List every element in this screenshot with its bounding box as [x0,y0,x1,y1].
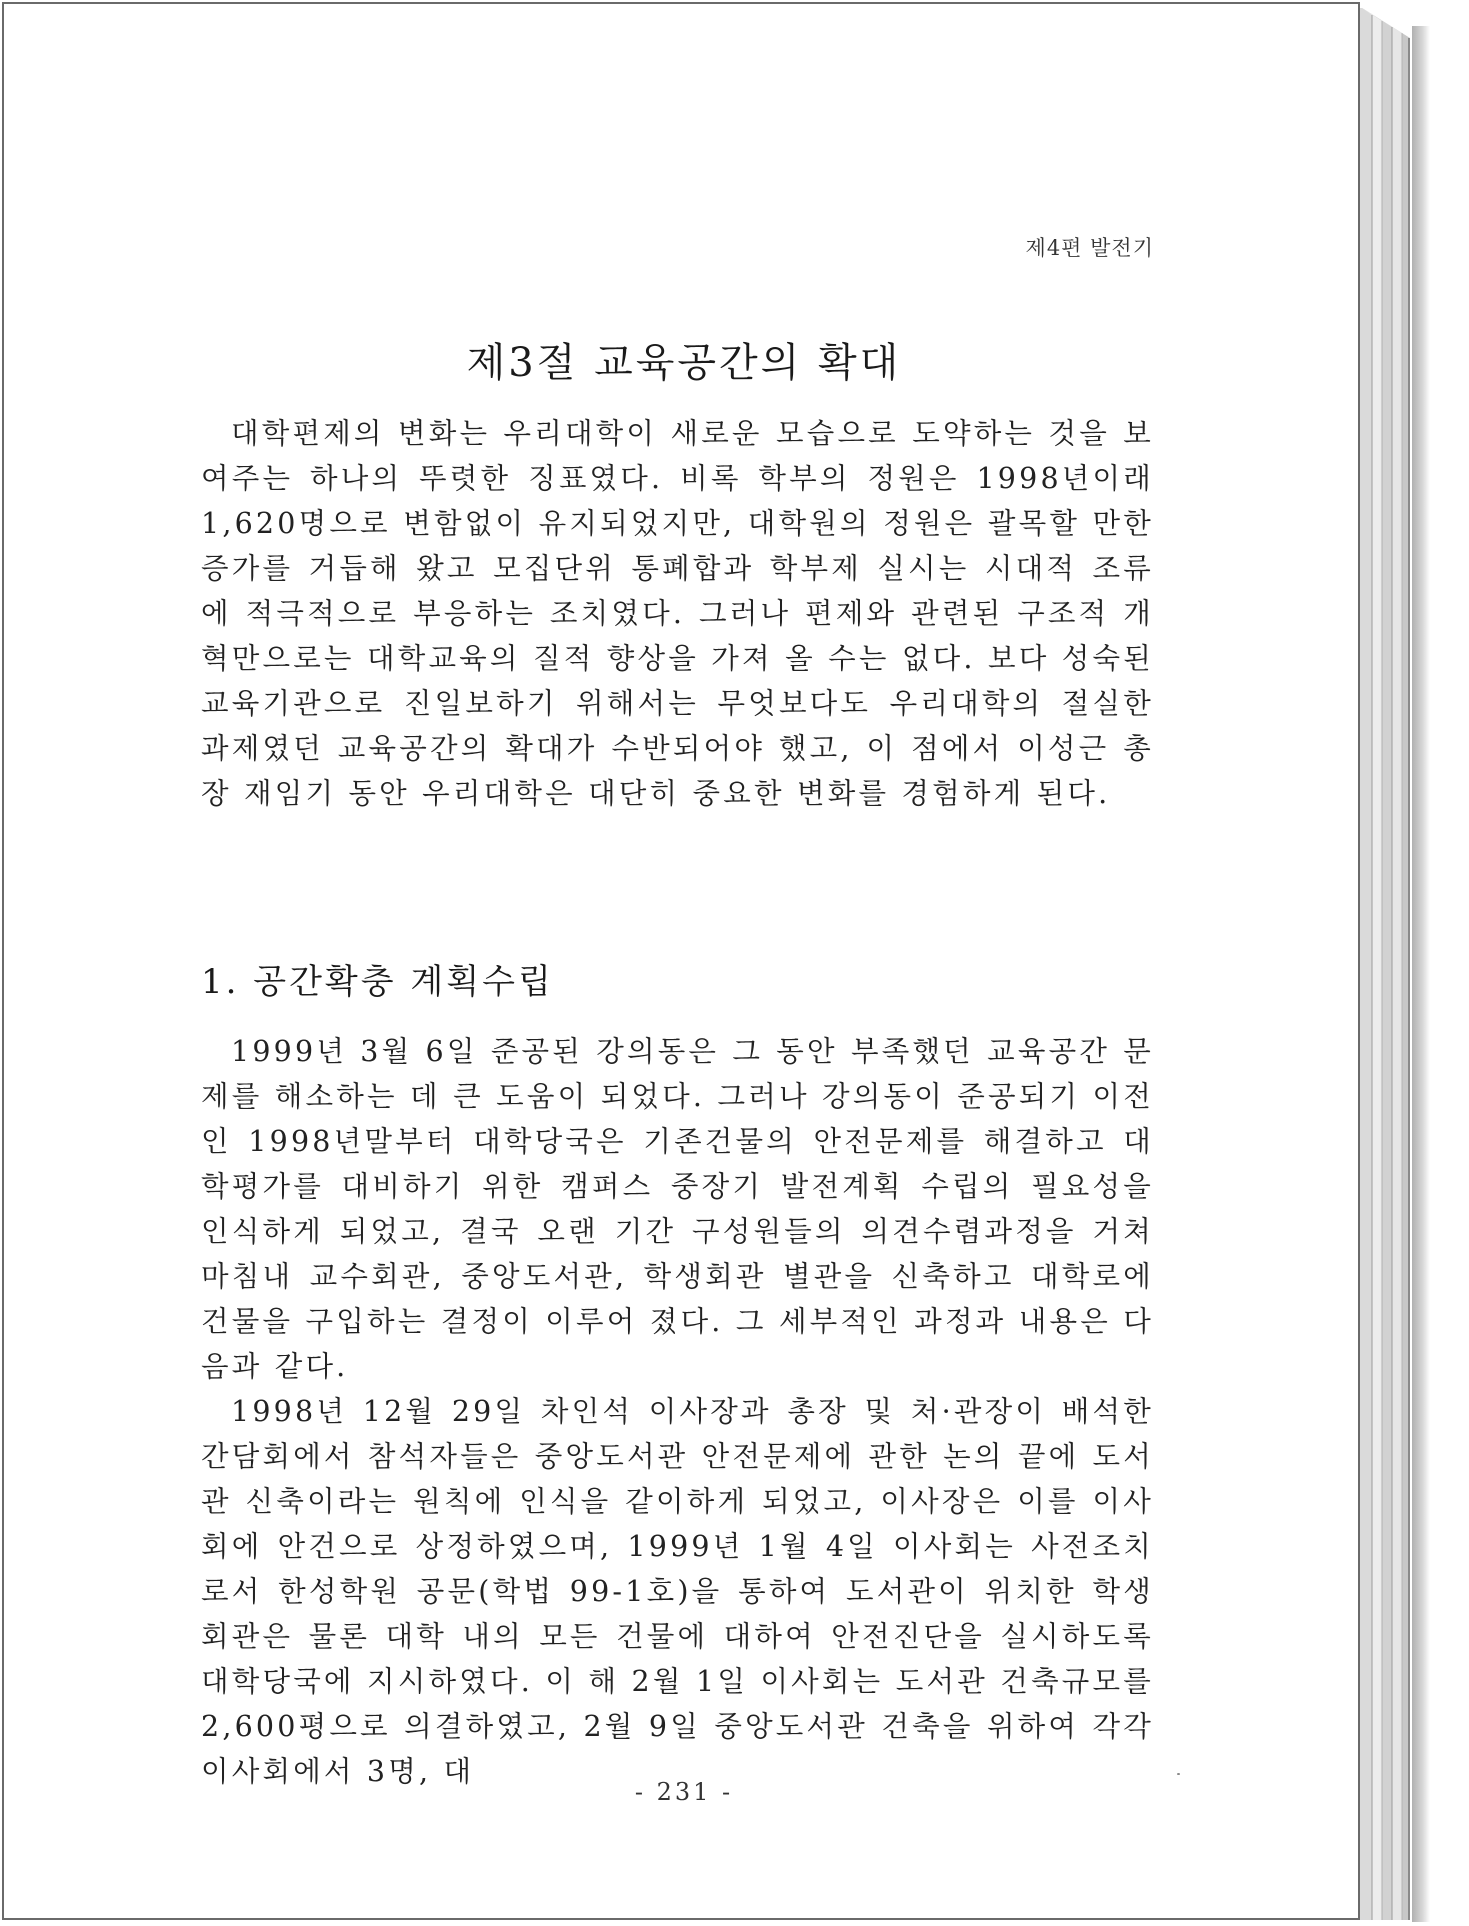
body-text-block [201,1029,1154,1794]
scan-speck [1177,1773,1180,1775]
running-header: 제4편 발전기 [1025,236,1154,260]
stacked-page-edges [1358,8,1410,1920]
page-sheet [2,2,1360,1920]
body-paragraph: 1998년 12월 29일 차인석 이사장과 총장 및 처·관장이 배석한 간담회에서 참석자들은 중앙도서관 안전문제에 관한 논의 끝에 도서관 신축이라는 원칙에 인식을 같이하게 되었고, 이사장은 이를 이사회에 안건으로 상정하였으며, 1999년 1월 4일 이사회는 사전조치로서 한성학원 공문(학법 99-1호)을 통하여 도서관이 위치한 학생회관은 물론 대학 내의 모든 건물에 대하여 안전진단을 실시하도록 대학당국에 지시하였다. 이 해 2월 1일 이사회는 도서관 건축규모를 2,600평으로 의결하였고, 2월 9일 중앙도서관 건축을 위하여 각각 이사회에서 3명, 대 [201,1395,1154,1788]
body-paragraph: 1999년 3월 6일 준공된 강의동은 그 동안 부족했던 교육공간 문제를 해소하는 데 큰 도움이 되었다. 그러나 강의동이 준공되기 이전인 1998년말부터 대학당국은 기존건물의 안전문제를 해결하고 대학평가를 대비하기 위한 캠퍼스 중장기 발전계획 수립의 필요성을 인식하게 되었고, 결국 오랜 기간 구성원들의 의견수렴과정을 거쳐 마침내 교수회관, 중앙도서관, 학생회관 별관을 신축하고 대학로에 건물을 구입하는 결정이 이루어 졌다. 그 세부적인 과정과 내용은 다음과 같다. [201,1035,1154,1383]
intro-paragraph: 대학편제의 변화는 우리대학이 새로운 모습으로 도약하는 것을 보여주는 하나의 뚜렷한 징표였다. 비록 학부의 정원은 1998년이래 1,620명으로 변함없이 유지되었지만, 대학원의 정원은 괄목할 만한 증가를 거듭해 왔고 모집단위 통폐합과 학부제 실시는 시대적 조류에 적극적으로 부응하는 조치였다. 그러나 편제와 관련된 구조적 개혁만으로는 대학교육의 질적 향상을 가져 올 수는 없다. 보다 성숙된 교육기관으로 진일보하기 위해서는 무엇보다도 우리대학의 절실한 과제였던 교육공간의 확대가 수반되어야 했고, 이 점에서 이성근 총장 재임기 동안 우리대학은 대단히 중요한 변화를 경험하게 된다. [201,417,1154,810]
intro-text-block [201,411,1154,816]
subsection-heading: 1. 공간확충 계획수립 [201,962,554,1003]
page-number: - 231 - [634,1778,734,1806]
section-title: 제3절 교육공간의 확대 [466,339,902,386]
page-shadow [1412,26,1430,1922]
